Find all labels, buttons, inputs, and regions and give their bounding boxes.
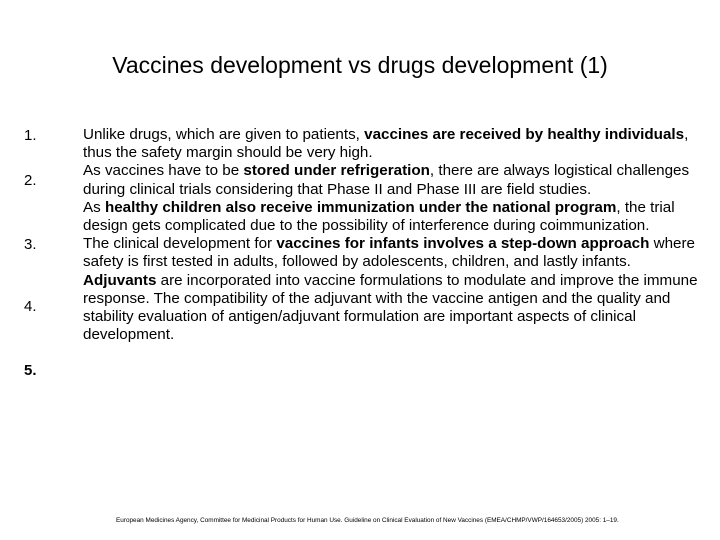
item-5-seg-1: Adjuvants (83, 271, 157, 289)
item-3-seg-3: , the trial design gets complicated due to the possibility of interference during coimmunization. (83, 198, 675, 235)
list-item-4 (83, 235, 701, 271)
slide-title: Vaccines development vs drugs development (1) (112, 52, 608, 78)
item-2-seg-1: As vaccines have to be (83, 162, 244, 180)
item-5-seg-2: are incorporated into vaccine formulations to modulate and improve the immune response. The compatibility of the adjuvant with the vaccine antigen and the quality and stability evaluation of antigen/adjuvant formulation are important aspects of clinical development. (83, 271, 698, 344)
item-number-1: 1. (24, 127, 37, 144)
item-2-seg-2: stored under refrigeration (243, 162, 430, 180)
item-list (83, 126, 701, 344)
item-1-seg-1: Unlike drugs, which are given to patients, (83, 126, 365, 143)
item-1-seg-3: , thus the safety margin should be very high. (83, 126, 689, 162)
list-item-3 (83, 199, 701, 235)
item-number-4: 4. (24, 298, 37, 315)
item-number-3: 3. (24, 236, 37, 253)
item-1-seg-2: vaccines are received by healthy individuals (364, 126, 685, 143)
item-number-2: 2. (24, 172, 37, 189)
list-item-5 (83, 272, 701, 345)
item-4-seg-2: vaccines for infants involves a step-down approach (276, 235, 650, 253)
item-3-seg-2: healthy children also receive immunization under the national program (104, 198, 617, 216)
item-3-seg-1: As (83, 198, 105, 216)
list-item-1 (83, 126, 701, 162)
list-item-2 (83, 162, 701, 198)
item-number-5: 5. (24, 362, 37, 379)
item-4-seg-3: where safety is first tested in adults, followed by adolescents, children, and lastly infants. (83, 235, 695, 271)
item-4-seg-1: The clinical development for (83, 235, 277, 253)
item-2-seg-3: , there are always logistical challenges during clinical trials considering that Phase II and Phase III are field studies. (83, 162, 690, 198)
footnote-citation: European Medicines Agency, Committee for Medicinal Products for Human Use. Guideline on Clinical Evaluation of New Vaccines (EMEA/CHMP/VWP/164653/2005) 2005: 1–19. (116, 517, 619, 524)
